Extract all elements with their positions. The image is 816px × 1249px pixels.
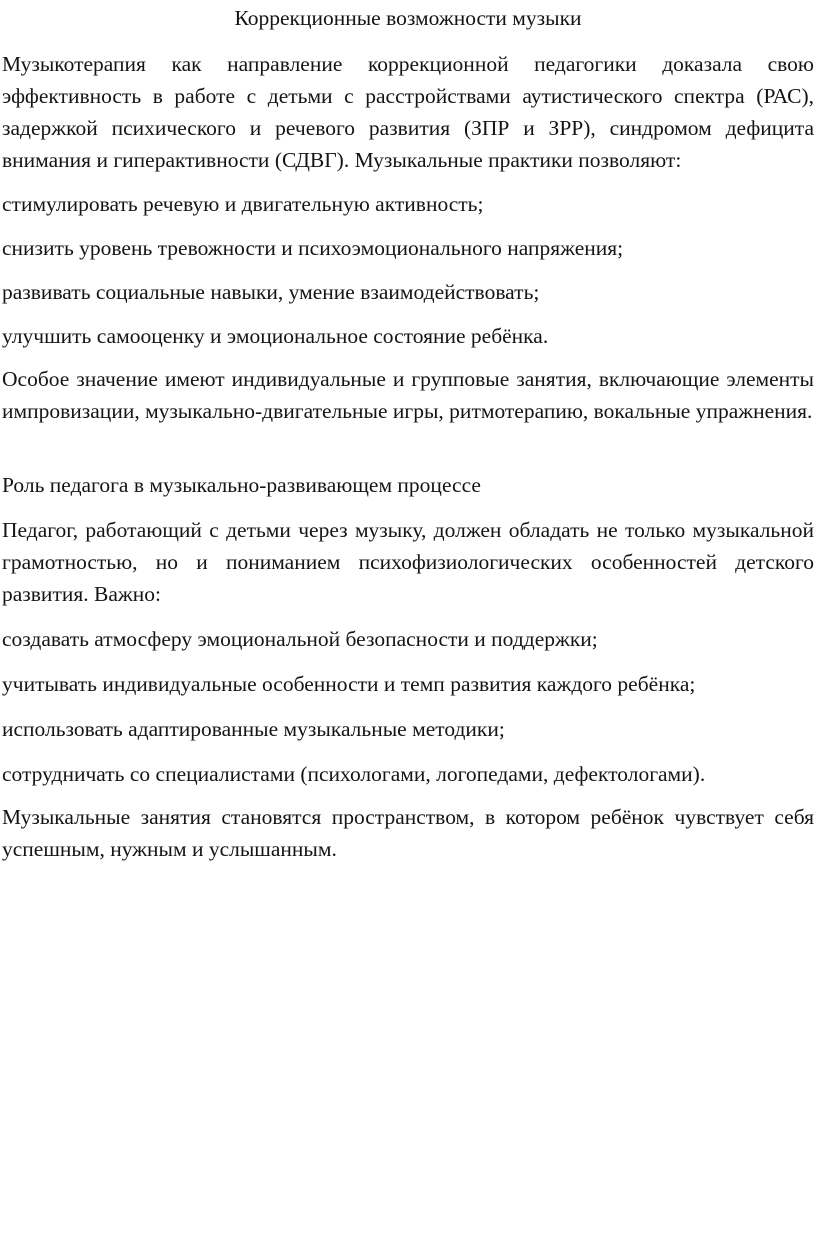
list-item: использовать адаптированные музыкальные методики; xyxy=(2,717,505,741)
list-item: создавать атмосферу эмоциональной безопасности и поддержки; xyxy=(2,627,598,651)
list-item: снизить уровень тревожности и психоэмоционального напряжения; xyxy=(2,236,624,260)
list-item: развивать социальные навыки, умение взаимодействовать; xyxy=(2,280,540,304)
paragraph-music-lessons-closing: Музыкальные занятия становятся пространством, в котором ребёнок чувствует себя успешным, нужным и услышанным. xyxy=(2,805,814,861)
list-item: сотрудничать со специалистами (психологами, логопедами, дефектологами). xyxy=(2,762,706,786)
paragraph-teacher-intro: Педагог, работающий с детьми через музыку, должен обладать не только музыкальной грамотностью, но и пониманием психофизиологических особенностей детского развития. Важно: xyxy=(2,518,814,606)
list-item: стимулировать речевую и двигательную активность; xyxy=(2,192,484,216)
paragraph-special-significance: Особое значение имеют индивидуальные и групповые занятия, включающие элементы импровизации, музыкально-двигательные игры, ритмотерапию, вокальные упражнения. xyxy=(2,367,814,423)
section-title-correction: Коррекционные возможности музыки xyxy=(234,6,582,30)
section-title-teacher-role: Роль педагога в музыкально-развивающем процессе xyxy=(2,473,481,497)
paragraph-music-therapy-intro: Музыкотерапия как направление коррекционной педагогики доказала свою эффективность в работе с детьми с расстройствами аутистического спектра (РАС), задержкой психического и речевого развития (ЗПР и ЗРР), синдромом дефицита внимания и гиперактивности (СДВГ). Музыкальные практики позволяют: xyxy=(2,52,814,172)
list-item: учитывать индивидуальные особенности и темп развития каждого ребёнка; xyxy=(2,672,696,696)
list-item: улучшить самооценку и эмоциональное состояние ребёнка. xyxy=(2,324,549,348)
